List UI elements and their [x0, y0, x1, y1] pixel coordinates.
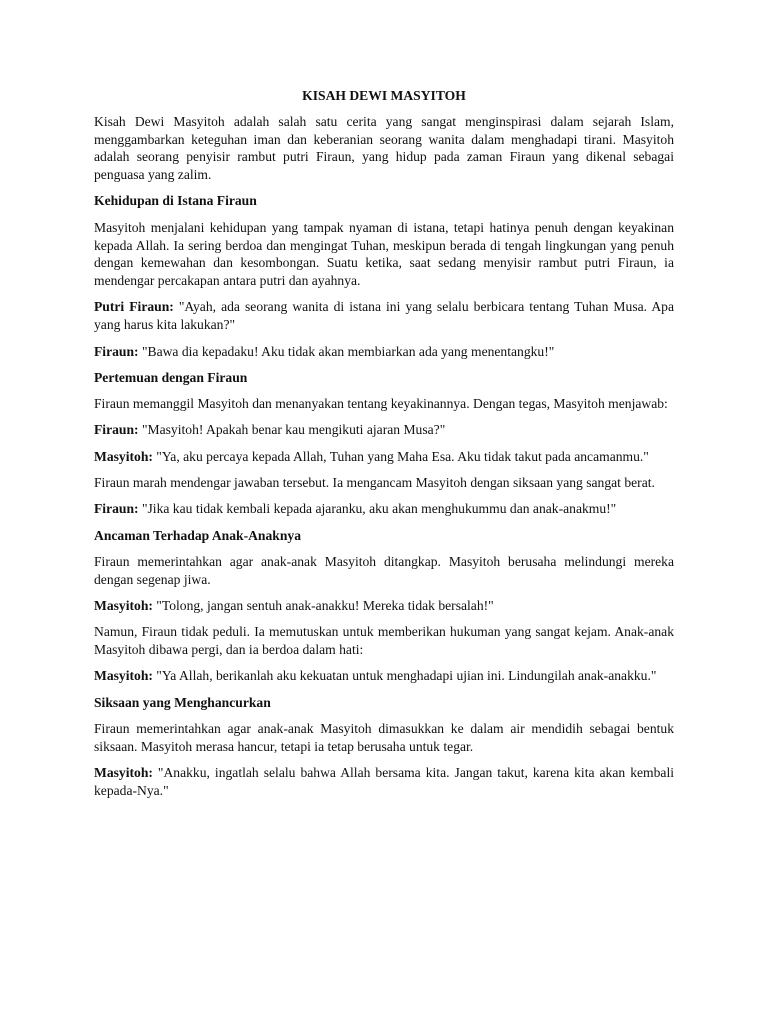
- dialogue-line: [94, 597, 674, 615]
- speaker-label: Firaun:: [94, 343, 139, 359]
- paragraph: Firaun memerintahkan agar anak-anak Masyitoh dimasukkan ke dalam air mendidih sebagai bentuk siksaan. Masyitoh merasa hancur, tetapi ia tetap berusaha untuk tegar.: [94, 721, 674, 754]
- paragraph: Firaun memanggil Masyitoh dan menanyakan tentang keyakinannya. Dengan tegas, Masyitoh menjawab:: [94, 396, 668, 412]
- dialogue-text: "Masyitoh! Apakah benar kau mengikuti ajaran Musa?": [138, 422, 446, 438]
- paragraph: Firaun memerintahkan agar anak-anak Masyitoh ditangkap. Masyitoh berusaha melindungi mereka dengan segenap jiwa.: [94, 553, 674, 587]
- dialogue-text: "Ya Allah, berikanlah aku kekuatan untuk menghadapi ujian ini. Lindungilah anak-anakku.": [152, 668, 657, 684]
- speaker-label: Firaun:: [94, 501, 139, 517]
- paragraph: Namun, Firaun tidak peduli. Ia memutuskan untuk memberikan hukuman yang sangat kejam. Anak-anak Masyitoh dibawa pergi, dan ia berdoa dalam hati:: [94, 624, 674, 658]
- dialogue-text: "Jika kau tidak kembali kepada ajaranku, aku akan menghukummu dan anak-anakmu!": [138, 501, 617, 517]
- dialogue-line: [94, 343, 674, 361]
- paragraph: Firaun marah mendengar jawaban tersebut. Ia mengancam Masyitoh dengan siksaan yang sangat berat.: [94, 475, 655, 491]
- dialogue-line: [94, 500, 674, 518]
- speaker-label: Masyitoh:: [94, 598, 153, 614]
- speaker-label: Putri Firaun:: [94, 299, 174, 315]
- dialogue-text: "Ya, aku percaya kepada Allah, Tuhan yang Maha Esa. Aku tidak takut pada ancamanmu.": [152, 448, 649, 464]
- section-heading: Ancaman Terhadap Anak-Anaknya: [94, 527, 301, 543]
- paragraph: Kisah Dewi Masyitoh adalah salah satu cerita yang sangat menginspirasi dalam sejarah Islam, menggambarkan keteguhan iman dan keberanian seorang wanita dalam menghadapi tirani. Masyitoh adalah seorang penyisir rambut putri Firaun, yang hidup pada zaman Firaun yang dikenal sebagai penguasa yang zalim.: [94, 113, 674, 183]
- dialogue-line: [94, 298, 674, 334]
- speaker-label: Firaun:: [94, 422, 139, 438]
- section-heading: Siksaan yang Menghancurkan: [94, 694, 271, 710]
- dialogue-line: [94, 421, 674, 439]
- paragraph: Masyitoh menjalani kehidupan yang tampak nyaman di istana, tetapi hatinya penuh dengan keyakinan kepada Allah. Ia sering berdoa dan mengingat Tuhan, meskipun berada di tengah lingkungan yang penuh dengan kemewahan dan kesombongan. Suatu ketika, saat sedang menyisir rambut putri Firaun, ia mendengar percakapan antara putri dan ayahnya.: [94, 219, 674, 289]
- dialogue-text: "Ayah, ada seorang wanita di istana ini yang selalu berbicara tentang Tuhan Musa. Apa yang harus kita lakukan?": [94, 299, 674, 333]
- section-heading: Pertemuan dengan Firaun: [94, 369, 248, 385]
- dialogue-line: [94, 764, 674, 800]
- dialogue-text: "Anakku, ingatlah selalu bahwa Allah bersama kita. Jangan takut, karena kita akan kembali kepada-Nya.": [94, 765, 674, 798]
- dialogue-line: [94, 448, 674, 466]
- speaker-label: Masyitoh:: [94, 668, 153, 684]
- dialogue-line: [94, 667, 674, 685]
- dialogue-text: "Bawa dia kepadaku! Aku tidak akan membiarkan ada yang menentangku!": [138, 343, 555, 359]
- speaker-label: Masyitoh:: [94, 448, 153, 464]
- section-heading: Kehidupan di Istana Firaun: [94, 193, 257, 209]
- document-title: KISAH DEWI MASYITOH: [302, 88, 466, 103]
- speaker-label: Masyitoh:: [94, 765, 153, 781]
- document-page: [94, 87, 674, 808]
- dialogue-text: "Tolong, jangan sentuh anak-anakku! Mereka tidak bersalah!": [152, 598, 494, 614]
